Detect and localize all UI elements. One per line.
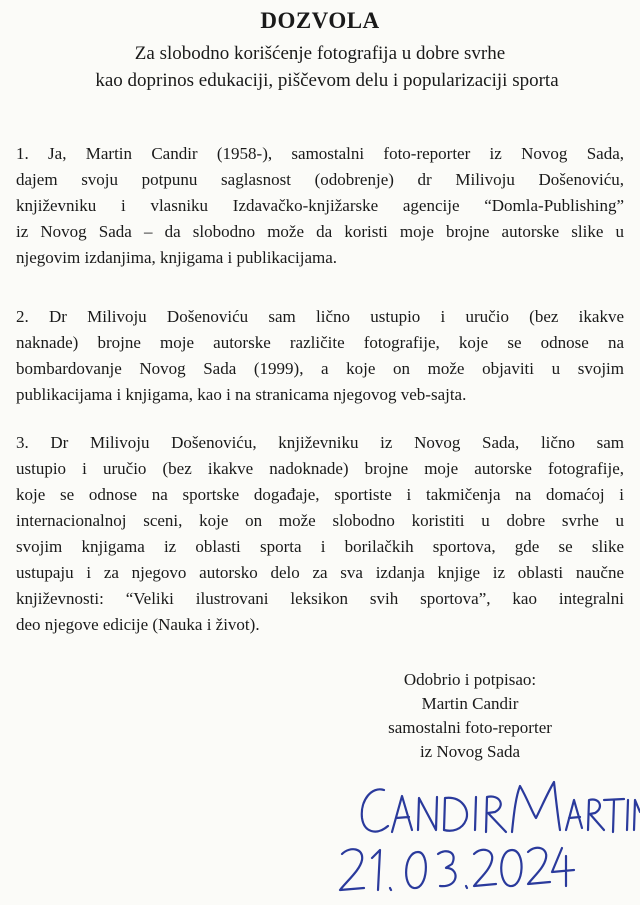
paragraph-line: 1. Ja, Martin Candir (1958-), samostalni foto-reporter iz Novog Sada, bbox=[16, 144, 624, 163]
signature-caption: Odobrio i potpisao: bbox=[403, 670, 537, 689]
paragraph-line: deo njegove edicije (Nauka i život). bbox=[16, 615, 260, 634]
paragraph-line: njegovim izdanjima, knjigama i publikacijama. bbox=[16, 248, 338, 267]
subtitle-line-1: Za slobodno korišćenje fotografija u dobre svrhe bbox=[134, 43, 506, 64]
paragraph-line: internacionalnoj sceni, koje on može slobodno koristiti u dobre svrhe u bbox=[16, 511, 624, 530]
paragraph-line: svojim knjigama iz oblasti sporta i borilačkih sportova, gde se slike bbox=[16, 537, 624, 556]
paragraph-line: ustupio i uručio (bez ikakve nadoknade) brojne moje autorske fotografije, bbox=[16, 459, 624, 478]
paragraph-line: književnosti: “Veliki ilustrovani leksikon svih sportova”, kao integralni bbox=[16, 589, 624, 608]
paragraph-line: književniku i vlasniku Izdavačko-knjižarske agencije “Domla-Publishing” bbox=[16, 196, 624, 215]
paragraph-line: 3. Dr Milivoju Došenoviću, književniku iz Novog Sada, lično sam bbox=[16, 433, 624, 452]
document-title: DOZVOLA bbox=[260, 8, 380, 33]
paragraph-line: naknade) brojne moje autorske različite fotografije, koje se odnose na bbox=[16, 333, 624, 352]
paragraph-line: koje se odnose na sportske događaje, sportiste i takmičenja na domaćoj i bbox=[16, 485, 624, 504]
signer-city: iz Novog Sada bbox=[419, 742, 521, 761]
subtitle-line-2: kao doprinos edukaciji, piščevom delu i popularizaciji sporta bbox=[95, 70, 559, 91]
signer-title: samostalni foto-reporter bbox=[388, 718, 552, 737]
paragraph-line: ustupaju i za njegovo autorsko delo za sva izdanja knjige iz oblasti naučne bbox=[16, 563, 624, 582]
signer-name: Martin Candir bbox=[421, 694, 519, 713]
paragraph-line: dajem svoju potpunu saglasnost (odobrenje) dr Milivoju Došenoviću, bbox=[16, 170, 624, 189]
paragraph-line: bombardovanje Novog Sada (1999), a koje on može objaviti u svojim bbox=[16, 359, 624, 378]
paragraph-line: publikacijama i knjigama, kao i na stranicama njegovog veb-sajta. bbox=[16, 385, 467, 404]
paragraph-line: iz Novog Sada – da slobodno može da koristi moje brojne autorske slike u bbox=[16, 222, 624, 241]
paragraph-line: 2. Dr Milivoju Došenoviću sam lično ustupio i uručio (bez ikakve bbox=[16, 307, 624, 326]
